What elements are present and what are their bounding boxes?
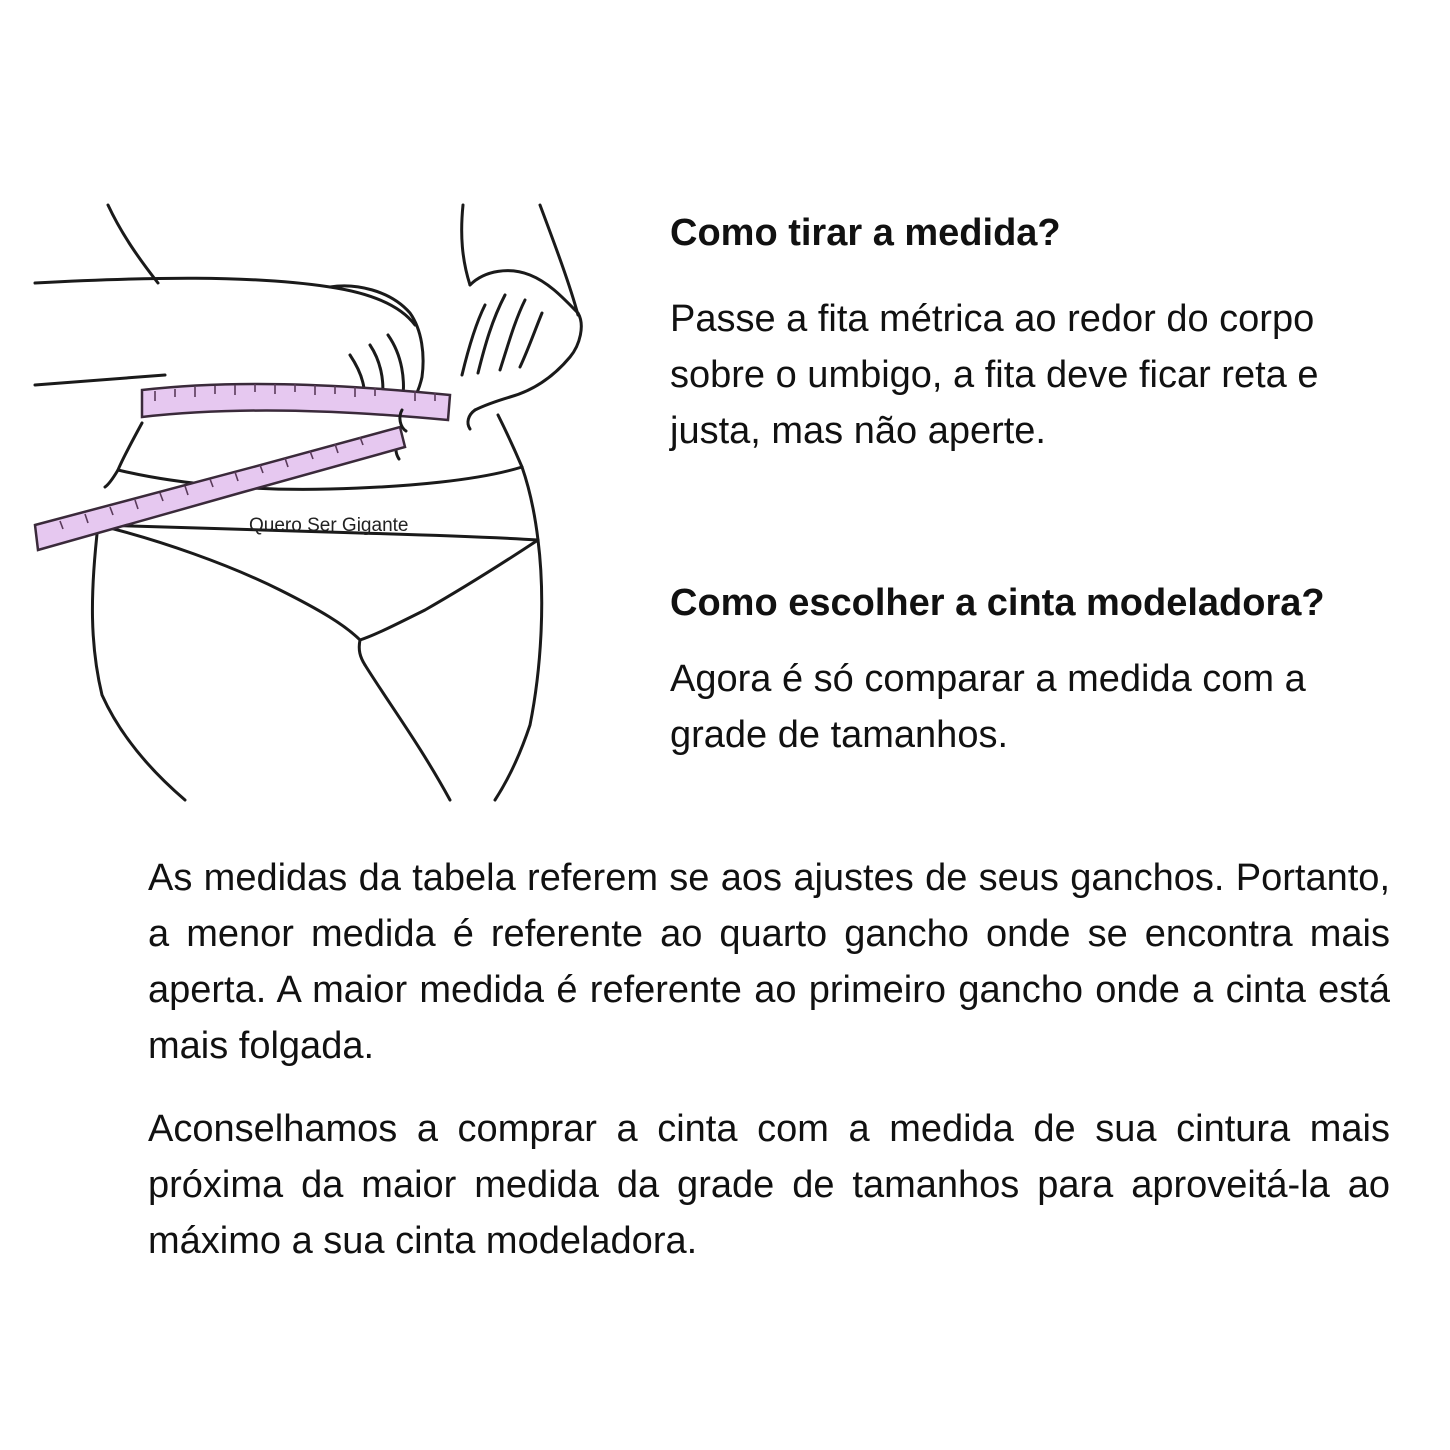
measuring-waist-illustration — [30, 195, 600, 805]
heading-how-to-measure: Como tirar a medida? — [670, 212, 1061, 254]
how-to-measure-text: Passe a fita métrica ao redor do corpo sobre o umbigo, a fita deve ficar reta e justa, mas não aperte. — [670, 298, 1319, 452]
left-torso-line — [118, 423, 142, 470]
notes-paragraph-hooks: As medidas da tabela referem se aos ajustes de seus ganchos. Portanto, a menor medida é referente ao quarto gancho onde se encontra mais aperta. A maior medida é referente ao primeiro gancho onde a cinta está mais folgada. — [148, 857, 1390, 1067]
heading-how-to-choose: Como escolher a cinta modeladora? — [670, 582, 1325, 624]
right-waist-line — [498, 415, 522, 467]
left-forearm-lower — [35, 375, 165, 385]
right-torso-line — [462, 205, 470, 285]
left-forearm-upper — [35, 278, 415, 325]
underwear-leg-left — [98, 525, 360, 640]
watermark-text: Quero Ser Gigante — [249, 515, 409, 536]
left-outer-leg — [92, 525, 185, 800]
left-inner-leg — [365, 665, 450, 800]
notes-section — [148, 850, 1390, 1269]
left-arm-line — [108, 205, 158, 283]
underwear-leg-right — [360, 540, 538, 640]
how-to-choose-text: Agora é só comparar a medida com a grade de tamanhos. — [670, 658, 1306, 756]
far-right-arm-line — [540, 205, 578, 315]
body-drawing — [30, 195, 600, 805]
right-outer-leg — [495, 540, 542, 800]
notes-paragraph-advice: Aconselhamos a comprar a cinta com a medida de sua cintura mais próxima da maior medida da grade de tamanhos para aproveitá-la ao máximo a sua cinta modeladora. — [148, 1108, 1390, 1262]
underwear-band-right — [522, 467, 538, 540]
instructions-column — [670, 205, 1390, 763]
underwear-top-left — [105, 470, 118, 487]
